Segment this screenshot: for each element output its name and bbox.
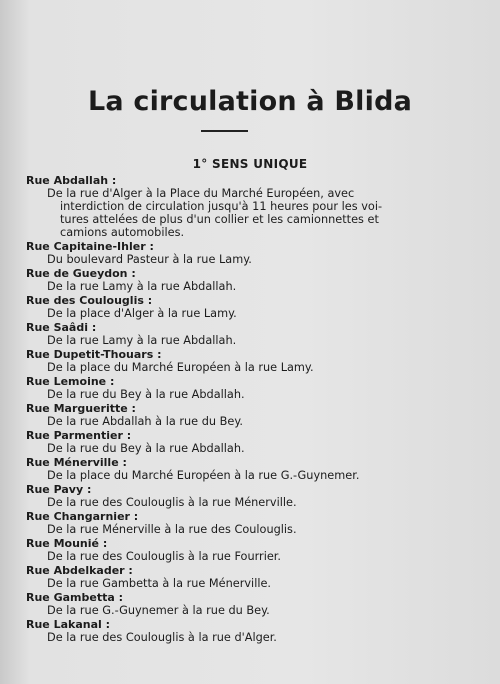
street-name: Rue Ménerville : — [26, 456, 127, 469]
street-entry — [26, 294, 476, 320]
street-description — [26, 187, 476, 239]
street-entry — [26, 591, 476, 617]
street-description: De la rue du Bey à la rue Abdallah. — [47, 388, 245, 401]
street-entry — [26, 537, 476, 563]
description-line: tures attelées de plus d'un collier et les camionnettes et — [60, 213, 379, 226]
street-description: De la rue des Coulouglis à la rue Ménerville. — [47, 496, 297, 509]
street-name: Rue Mounié : — [26, 537, 108, 550]
street-entry — [26, 375, 476, 401]
street-list — [26, 174, 476, 645]
street-description: De la rue Gambetta à la rue Ménerville. — [47, 577, 272, 590]
description-line: camions automobiles. — [60, 226, 185, 239]
title-divider — [201, 130, 248, 132]
street-description: De la rue G.-Guynemer à la rue du Bey. — [47, 604, 270, 617]
street-description: De la rue Lamy à la rue Abdallah. — [47, 280, 237, 293]
street-name: Rue Pavy : — [26, 483, 92, 496]
street-description: De la place du Marché Européen à la rue G.-Guynemer. — [47, 469, 360, 482]
street-description: De la rue du Bey à la rue Abdallah. — [47, 442, 245, 455]
street-entry — [26, 348, 476, 374]
street-name: Rue Changarnier : — [26, 510, 139, 523]
street-entry — [26, 429, 476, 455]
page-title: La circulation à Blida — [87, 86, 413, 117]
street-description: De la rue Ménerville à la rue des Coulouglis. — [47, 523, 297, 536]
street-entry — [26, 483, 476, 509]
street-name: Rue Capitaine-Ihler : — [26, 240, 154, 253]
street-description: De la rue des Coulouglis à la rue Fourrier. — [47, 550, 281, 563]
street-name: Rue Dupetit-Thouars : — [26, 348, 162, 361]
street-name: Rue Lakanal : — [26, 618, 111, 631]
street-entry — [26, 402, 476, 428]
street-description: De la rue Abdallah à la rue du Bey. — [47, 415, 243, 428]
street-name: Rue des Coulouglis : — [26, 294, 153, 307]
street-name: Rue Abdallah : — [26, 174, 117, 187]
street-name: Rue Parmentier : — [26, 429, 132, 442]
street-name: Rue Abdelkader : — [26, 564, 133, 577]
street-entry — [26, 267, 476, 293]
description-line: De la rue d'Alger à la Place du Marché Européen, avec — [47, 187, 355, 200]
description-line: interdiction de circulation jusqu'à 11 heures pour les voi- — [60, 200, 383, 213]
street-description: De la place du Marché Européen à la rue Lamy. — [47, 361, 314, 374]
section-heading: 1° SENS UNIQUE — [192, 157, 308, 171]
street-entry — [26, 321, 476, 347]
street-entry — [26, 240, 476, 266]
street-description: De la rue Lamy à la rue Abdallah. — [47, 334, 237, 347]
street-name: Rue Saâdi : — [26, 321, 97, 334]
street-name: Rue Gambetta : — [26, 591, 124, 604]
street-entry — [26, 564, 476, 590]
street-description: De la rue des Coulouglis à la rue d'Alger. — [47, 631, 277, 644]
street-description: De la place d'Alger à la rue Lamy. — [47, 307, 237, 320]
street-name: Rue Lemoine : — [26, 375, 115, 388]
street-entry — [26, 618, 476, 644]
street-entry — [26, 510, 476, 536]
street-name: Rue de Gueydon : — [26, 267, 136, 280]
street-entry — [26, 456, 476, 482]
street-name: Rue Margueritte : — [26, 402, 136, 415]
street-description: Du boulevard Pasteur à la rue Lamy. — [47, 253, 252, 266]
street-entry — [26, 174, 476, 239]
